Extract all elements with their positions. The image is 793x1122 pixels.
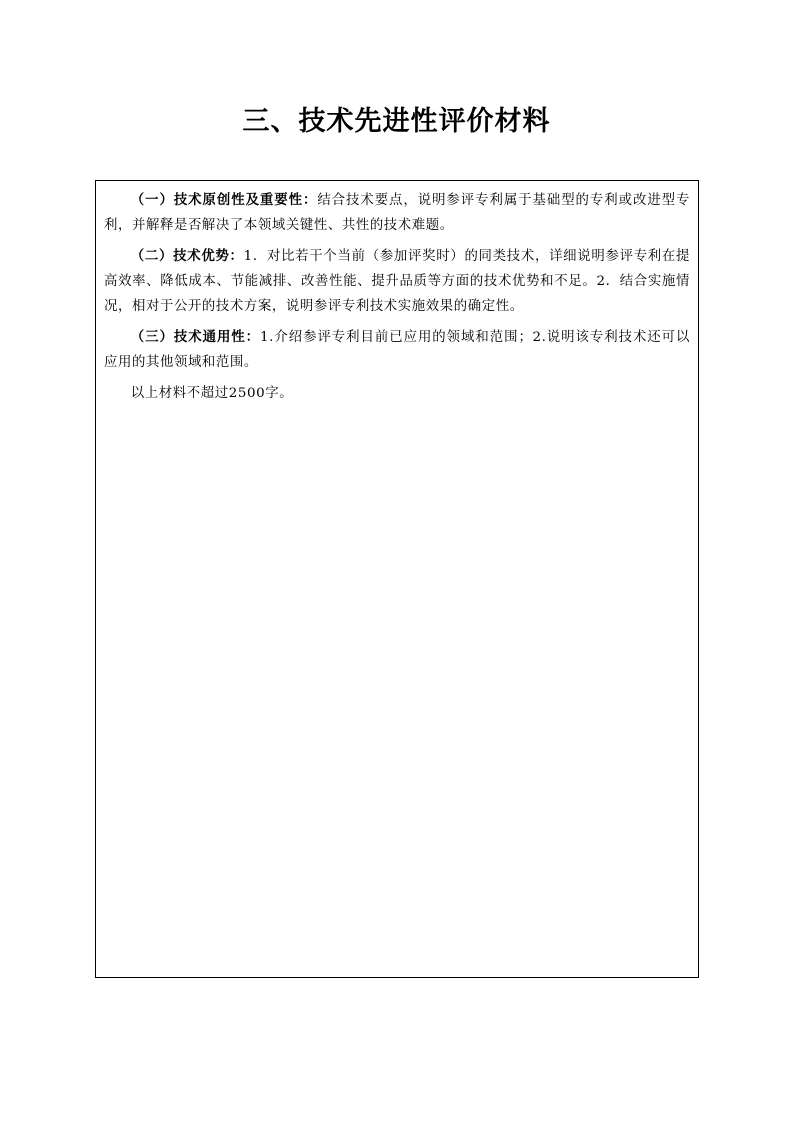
section-originality-body: 结合技术要点，说明参评专利属于基础型的专利或改进型专利，并解释是否解决了本领域关键性、共性的技术难题。: [104, 193, 690, 233]
section-advantage-heading: （二）技术优势：: [130, 249, 244, 264]
section-advantage: [104, 244, 690, 319]
section-advantage-body: 1．对比若干个当前（参加评奖时）的同类技术，详细说明参评专利在提高效率、降低成本、节能减排、改善性能、提升品质等方面的技术优势和不足。2．结合实施情况，相对于公开的技术方案，说明参评专利技术实施效果的确定性。: [104, 249, 690, 314]
section-universality: [104, 325, 690, 375]
section-originality: [104, 188, 690, 238]
section-universality-body: 1.介绍参评专利目前已应用的领域和范围；2.说明该专利技术还可以应用的其他领域和范围。: [104, 330, 691, 370]
word-limit-note: 以上材料不超过2500字。: [130, 386, 294, 401]
page-title: 三、技术先进性评价材料: [242, 106, 551, 137]
section-universality-heading: （三）技术通用性：: [130, 330, 261, 345]
section-originality-heading: （一）技术原创性及重要性：: [130, 193, 318, 208]
content-box: [95, 180, 699, 978]
